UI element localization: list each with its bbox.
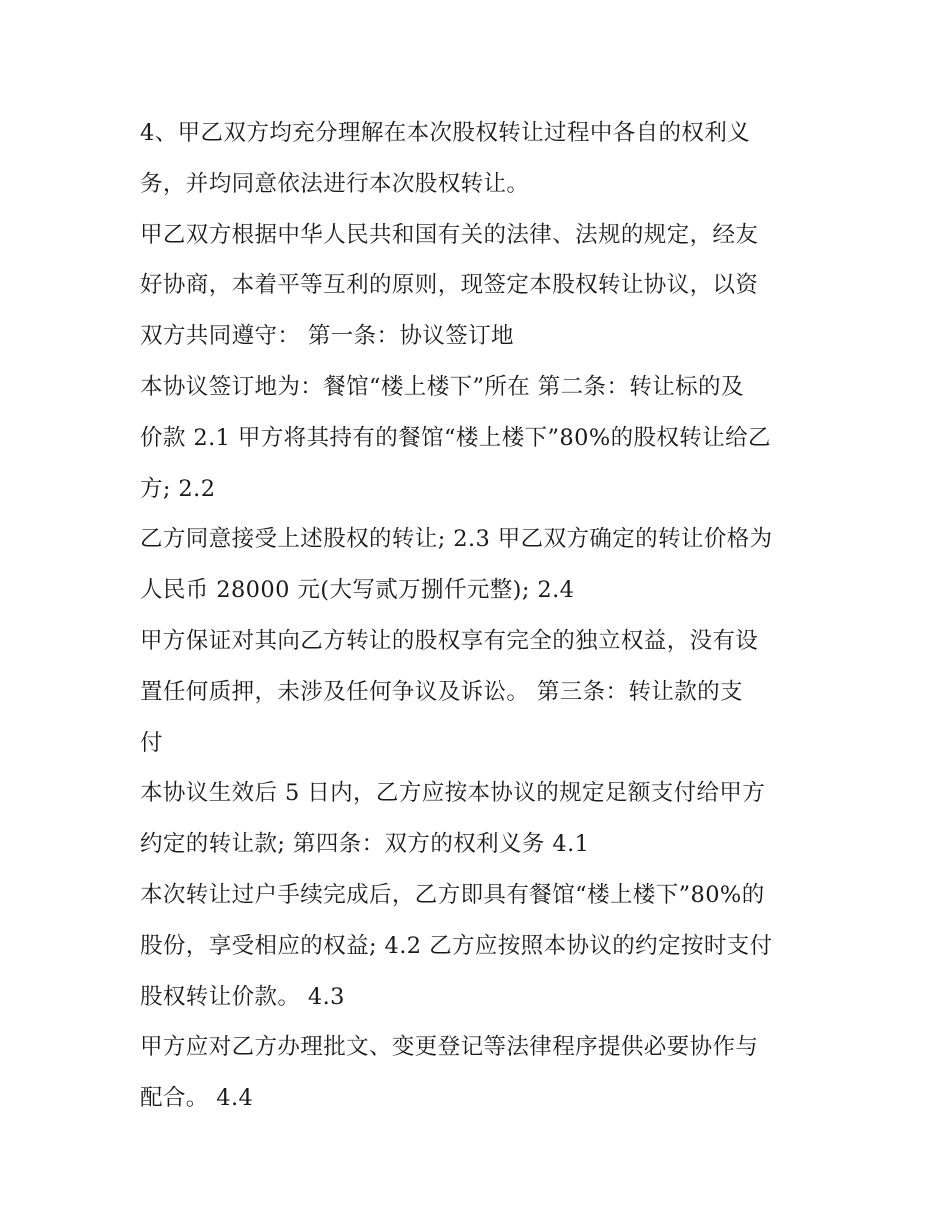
text-line: 务，并均同意依法进行本次股权转让。	[140, 170, 530, 197]
text-line: 股份，享受相应的权益; 4.2 乙方应按照本协议的约定按时支付	[140, 932, 773, 959]
text-line: 本协议生效后 5 日内，乙方应按本协议的规定足额支付给甲方	[140, 780, 766, 807]
text-line: 置任何质押，未涉及任何争议及诉讼。 第三条：转让款的支	[140, 678, 743, 705]
text-line: 本次转让过户手续完成后，乙方即具有餐馆“楼上楼下”80%的	[140, 881, 765, 908]
text-line: 人民币 28000 元(大写贰万捌仟元整); 2.4	[140, 577, 575, 604]
text-line: 股权转让价款。 4.3	[140, 983, 345, 1010]
text-line: 好协商，本着平等互利的原则，现签定本股权转让协议，以资	[140, 272, 759, 299]
text-line: 乙方同意接受上述股权的转让; 2.3 甲乙双方确定的转让价格为	[140, 526, 773, 553]
text-line: 甲方保证对其向乙方转让的股权享有完全的独立权益，没有设	[140, 627, 759, 654]
text-line: 方; 2.2	[140, 475, 216, 502]
text-line: 约定的转让款; 第四条：双方的权利义务 4.1	[140, 831, 590, 858]
text-line: 配合。 4.4	[140, 1085, 254, 1112]
text-line: 甲乙双方根据中华人民共和国有关的法律、法规的规定，经友	[140, 221, 759, 248]
text-line: 甲方应对乙方办理批文、变更登记等法律程序提供必要协作与	[140, 1034, 759, 1061]
text-line: 4、甲乙双方均充分理解在本次股权转让过程中各自的权利义	[140, 120, 751, 146]
text-line: 双方共同遵守： 第一条：协议签订地	[140, 323, 514, 350]
document-body	[140, 108, 820, 1124]
text-line: 本协议签订地为：餐馆“楼上楼下”所在 第二条：转让标的及	[140, 373, 744, 400]
text-line: 价款 2.1 甲方将其持有的餐馆“楼上楼下”80%的股权转让给乙	[140, 424, 771, 451]
text-line: 付	[140, 729, 163, 756]
